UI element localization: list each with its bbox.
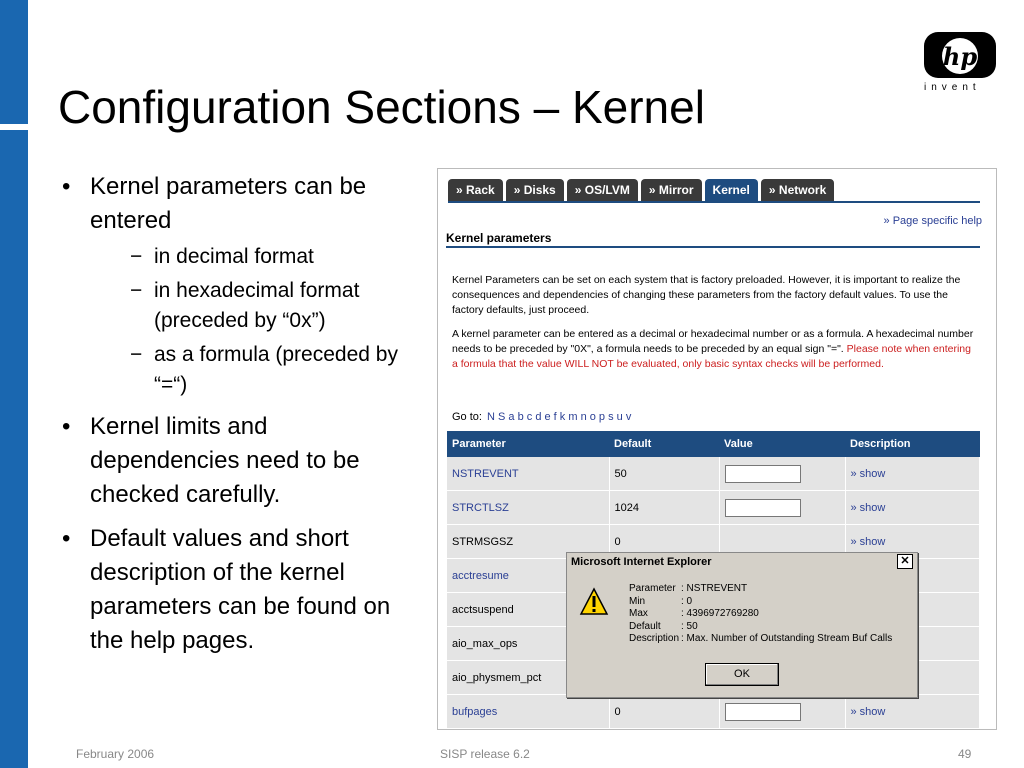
- default-value: 50: [609, 457, 719, 491]
- warning-icon: [579, 587, 609, 617]
- dialog-title-bar: [567, 553, 917, 571]
- column-header-value: Value: [719, 431, 845, 457]
- param-link[interactable]: bufpages: [447, 695, 609, 729]
- value-input[interactable]: [725, 499, 801, 517]
- bullet-dot: •: [62, 173, 71, 200]
- param-name: acctsuspend: [447, 593, 609, 627]
- hp-logo-circle: [942, 38, 978, 74]
- table-row: [447, 491, 980, 525]
- hp-logo-tagline: invent: [924, 82, 981, 93]
- param-name: aio_max_ops: [447, 627, 609, 661]
- section-title: Kernel parameters: [446, 231, 552, 245]
- slide-title: Configuration Sections – Kernel: [58, 81, 705, 133]
- format-paragraph: [452, 327, 976, 372]
- param-link[interactable]: STRCTLSZ: [447, 491, 609, 525]
- column-header-parameter: Parameter: [447, 431, 609, 457]
- alert-dialog: [566, 552, 918, 698]
- table-row: [447, 457, 980, 491]
- value-cell: [719, 457, 845, 491]
- tab-network[interactable]: » Network: [761, 179, 834, 201]
- default-value: 0: [609, 695, 719, 729]
- tab-mirror[interactable]: » Mirror: [641, 179, 702, 201]
- sub-bullet: − in decimal format: [130, 245, 314, 268]
- default-value: 1024: [609, 491, 719, 525]
- value-cell: [719, 695, 845, 729]
- bullet-dot: •: [62, 525, 71, 552]
- tab-underline: [448, 201, 980, 203]
- show-link[interactable]: » show: [845, 491, 980, 525]
- column-header-description: Description: [845, 431, 980, 457]
- bullet-dot: •: [62, 413, 71, 440]
- show-link[interactable]: » show: [845, 695, 980, 729]
- dialog-message: [629, 583, 892, 646]
- dialog-line: [629, 596, 892, 609]
- sub-bullet: − in hexadecimal format (preceded by “0x”): [130, 279, 360, 332]
- bullet-text: Default values and short description of the kernel parameters can be found on the help pages.: [90, 525, 391, 654]
- tab-kernel[interactable]: Kernel: [705, 179, 758, 201]
- show-link[interactable]: » show: [845, 457, 980, 491]
- tab-os-lvm[interactable]: » OS/LVM: [567, 179, 638, 201]
- goto-nav: [452, 411, 631, 423]
- param-link[interactable]: NSTREVENT: [447, 457, 609, 491]
- default-value: 0: [609, 525, 719, 559]
- goto-label: Go to:: [452, 411, 482, 423]
- dialog-key: Default: [629, 620, 661, 632]
- dialog-line: [629, 608, 892, 621]
- hp-logo: [920, 28, 1000, 96]
- tab-bar: [448, 179, 837, 203]
- ok-button[interactable]: OK: [705, 663, 779, 686]
- intro-paragraph: Kernel Parameters can be set on each system that is factory preloaded. However, it is important to realize the consequences and dependencies of changing these parameters from the factory default values. To use the factory defaults, just proceed.: [452, 274, 961, 316]
- footer-release: SISP release 6.2: [440, 747, 530, 761]
- tab-disks[interactable]: » Disks: [506, 179, 564, 201]
- sub-bullet-text: in hexadecimal format (preceded by “0x”): [154, 279, 360, 332]
- page-number: 49: [958, 747, 972, 761]
- hp-logo-text: hp: [942, 42, 978, 71]
- dialog-key: Max: [629, 608, 648, 619]
- param-link[interactable]: acctresume: [447, 559, 609, 593]
- param-name: aio_physmem_pct: [447, 661, 609, 695]
- table-row: [447, 695, 980, 729]
- value-cell: [719, 491, 845, 525]
- param-name: STRMSGSZ: [447, 525, 609, 559]
- left-bar-divider: [0, 124, 28, 130]
- dialog-value: : 50: [681, 620, 698, 632]
- formula-warning-text: Please note when entering a formula that the value WILL NOT be evaluated, only basic syntax checks will be performed.: [452, 343, 971, 370]
- footer-date: February 2006: [76, 747, 155, 761]
- tab-rack[interactable]: » Rack: [448, 179, 503, 201]
- dialog-value: : 4396972769280: [681, 608, 759, 619]
- page-help-link[interactable]: » Page specific help: [883, 215, 982, 227]
- left-accent-bar: [0, 0, 28, 768]
- bullet-text: Kernel limits and dependencies need to be checked carefully.: [90, 413, 360, 508]
- format-text: A kernel parameter can be entered as a decimal or hexadecimal number or as a formula. A hexadecimal number needs to be preceded by "0X", a formula needs to be preceded by an equal sign "=".: [452, 328, 974, 355]
- dialog-line: [629, 621, 892, 634]
- sub-bullet: − as a formula (preceded by “=“): [130, 343, 398, 396]
- section-divider: [446, 246, 980, 248]
- dialog-key: Parameter: [629, 583, 676, 594]
- dialog-value: : 0: [681, 595, 693, 607]
- goto-letter-links[interactable]: N S a b c d e f k m n o p s u v: [487, 411, 632, 423]
- column-header-default: Default: [609, 431, 719, 457]
- bullet-item: [62, 522, 422, 658]
- dialog-line: [629, 633, 892, 646]
- dialog-title: Microsoft Internet Explorer: [571, 556, 712, 568]
- bullet-item: [62, 410, 422, 512]
- dialog-key: Description: [629, 633, 680, 644]
- show-link[interactable]: » show: [845, 525, 980, 559]
- bullet-list: [62, 170, 422, 662]
- sub-bullet-text: as a formula (preceded by “=“): [154, 343, 398, 396]
- close-icon[interactable]: ✕: [897, 554, 913, 569]
- dialog-key: Min: [629, 595, 646, 607]
- dialog-value: : NSTREVENT: [681, 583, 748, 594]
- value-input[interactable]: [725, 465, 801, 483]
- bullet-item: [62, 170, 422, 400]
- hp-logo-badge: [924, 32, 996, 78]
- dialog-line: [629, 583, 892, 596]
- sub-bullet-text: in decimal format: [154, 245, 314, 268]
- value-input[interactable]: [725, 703, 801, 721]
- dialog-value: : Max. Number of Outstanding Stream Buf Calls: [681, 633, 893, 644]
- bullet-text: Kernel parameters can be entered: [90, 173, 367, 234]
